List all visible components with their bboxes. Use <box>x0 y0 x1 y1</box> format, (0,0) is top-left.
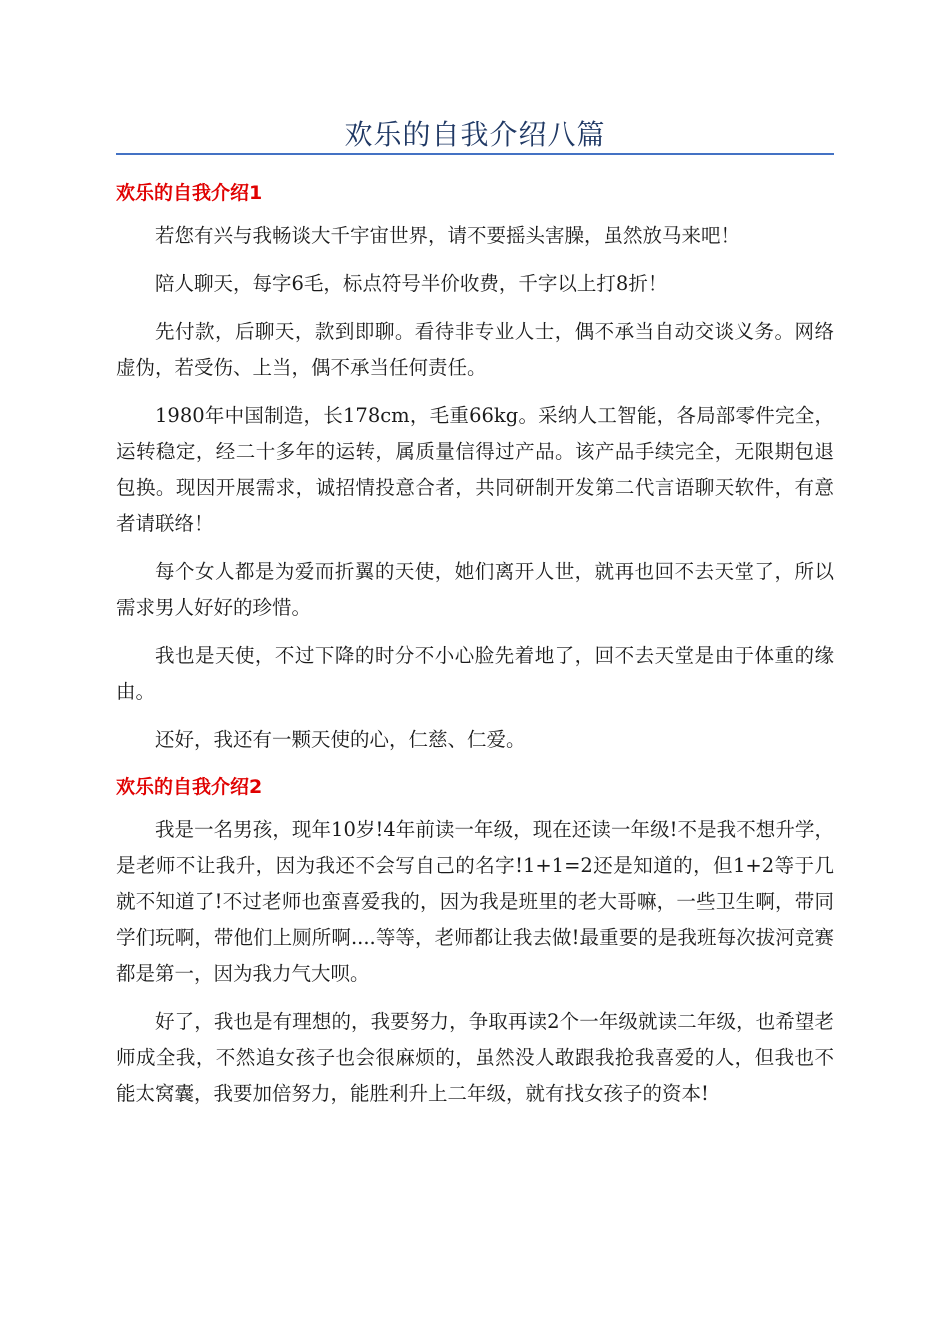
paragraph: 先付款，后聊天，款到即聊。看待非专业人士，偶不承当自动交谈义务。网络虚伪，若受伤、上当，偶不承当任何责任。 <box>116 320 834 379</box>
section-heading: 欢乐的自我介绍1 <box>116 182 263 204</box>
paragraph: 好了，我也是有理想的，我要努力，争取再读2个一年级就读二年级，也希望老师成全我，不然追女孩子也会很麻烦的，虽然没人敢跟我抢我喜爱的人，但我也不能太窝囊，我要加倍努力，能胜利升上二年级，就有找女孩子的资本! <box>116 1010 834 1105</box>
section-heading: 欢乐的自我介绍2 <box>116 776 263 798</box>
title-divider <box>116 153 834 155</box>
section-2 <box>116 770 834 1112</box>
paragraph: 若您有兴与我畅谈大千宇宙世界，请不要摇头害臊，虽然放马来吧！ <box>155 224 741 247</box>
paragraph: 我也是天使，不过下降的时分不小心脸先着地了，回不去天堂是由于体重的缘由。 <box>116 644 834 703</box>
paragraph: 陪人聊天，每字6毛，标点符号半价收费，千字以上打8折！ <box>155 272 668 295</box>
document-body <box>116 176 834 1124</box>
paragraph: 我是一名男孩，现年10岁!4年前读一年级，现在还读一年级!不是我不想升学，是老师不让我升，因为我还不会写自己的名字!1+1=2还是知道的，但1+2等于几就不知道了!不过老师也蛮喜爱我的，因为我是班里的老大哥嘛，一些卫生啊，带同学们玩啊，带他们上厕所啊....等等，老师都让我去做!最重要的是我班每次拔河竞赛都是第一，因为我力气大呗。 <box>116 818 834 985</box>
paragraph: 还好，我还有一颗天使的心，仁慈、仁爱。 <box>155 728 526 751</box>
paragraph: 1980年中国制造，长178cm，毛重66kg。采纳人工智能，各局部零件完全，运转稳定，经二十多年的运转，属质量信得过产品。该产品手续完全，无限期包退包换。现因开展需求，诚招情投意合者，共同研制开发第二代言语聊天软件，有意者请联络！ <box>116 404 834 535</box>
paragraph: 每个女人都是为爱而折翼的天使，她们离开人世，就再也回不去天堂了，所以需求男人好好的珍惜。 <box>116 560 834 619</box>
section-1 <box>116 176 834 758</box>
document-title: 欢乐的自我介绍八篇 <box>344 118 606 151</box>
